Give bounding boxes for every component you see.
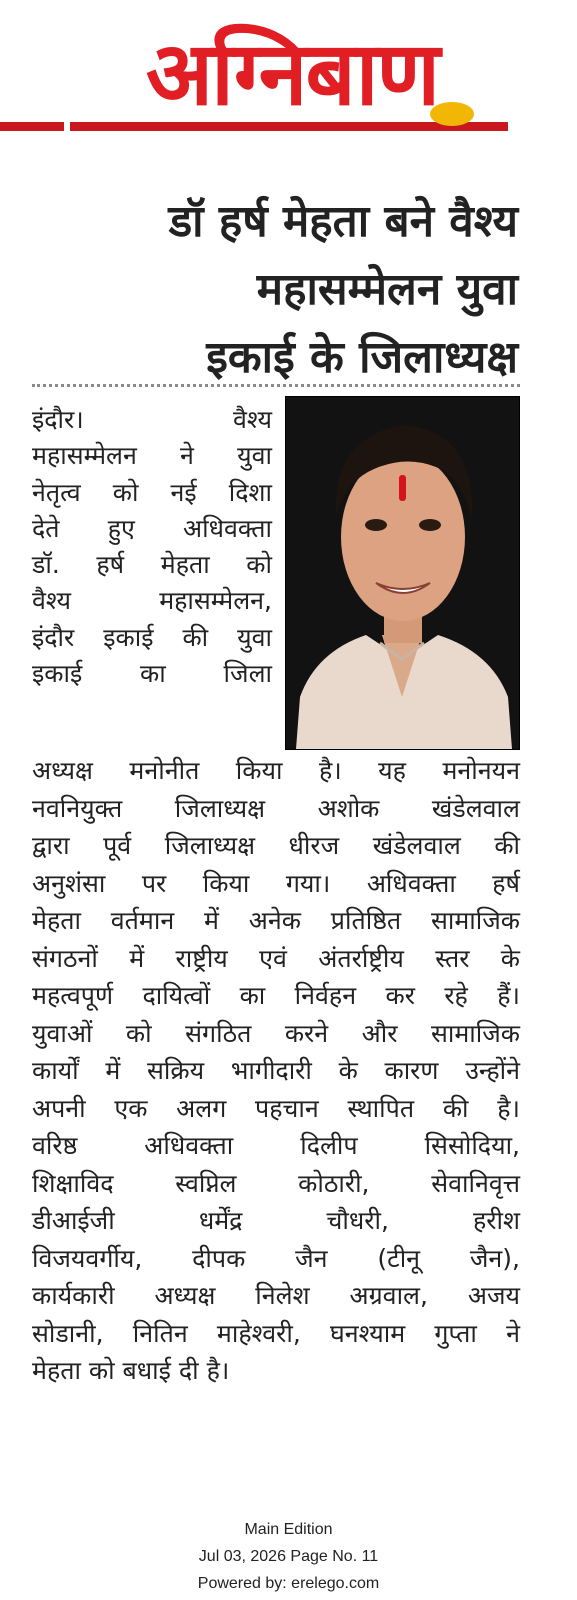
article-line: वरिष्ठ अधिवक्ता दिलीप सिसोदिया,: [32, 1131, 520, 1160]
article-line: डीआईजी धर्मेंद्र चौधरी, हरीश: [32, 1206, 520, 1235]
article-line: इकाई का जिला: [32, 659, 272, 689]
article-line: डॉ. हर्ष मेहता को: [32, 550, 272, 580]
article-body-column: [32, 402, 272, 692]
masthead-rule-left: [0, 122, 64, 131]
newspaper-logo[interactable]: अग्निबाण: [145, 22, 439, 125]
article-body-full: [32, 752, 520, 1390]
article-line: युवाओं को संगठित करने और सामाजिक: [32, 1018, 520, 1048]
article-line: नवनियुक्त जिलाध्यक्ष अशोक खंडेलवाल: [32, 793, 520, 823]
article-line: अध्यक्ष मनोनीत किया है। यह मनोनयन: [32, 756, 520, 785]
date-page-label: Jul 03, 2026 Page No. 11: [198, 1548, 379, 1565]
article-line: नेतृत्व को नई दिशा: [32, 477, 272, 507]
article-line: वैश्य महासम्मेलन,: [32, 586, 272, 616]
headline-line: डॉ हर्ष मेहता बने वैश्य: [168, 196, 518, 247]
portrait-photo: [285, 396, 520, 750]
article-line: द्वारा पूर्व जिलाध्यक्ष धीरज खंडेलवाल की: [32, 831, 520, 860]
headline-line: इकाई के जिलाध्यक्ष: [206, 332, 518, 383]
headline-line: महासम्मेलन युवा: [256, 264, 518, 315]
article-line: विजयवर्गीय, दीपक जैन (टीनू जैन),: [32, 1243, 520, 1273]
article-headline: [30, 188, 518, 392]
article-line: शिक्षाविद स्वप्निल कोठारी, सेवानिवृत्त: [32, 1168, 520, 1198]
powered-by-link[interactable]: Powered by: erelego.com: [197, 1575, 380, 1592]
article-line: सोडानी, नितिन माहेश्वरी, घनश्याम गुप्ता ने: [32, 1318, 520, 1348]
portrait-photo-icon: [286, 397, 519, 749]
article-line: अपनी एक अलग पहचान स्थापित की है।: [32, 1093, 520, 1123]
article-line: देते हुए अधिवक्ता: [32, 513, 272, 543]
masthead: [0, 0, 577, 140]
article-line: कार्यों में सक्रिय भागीदारी के कारण उन्होंने: [32, 1056, 520, 1085]
article-line: मेहता वर्तमान में अनेक प्रतिष्ठित सामाजिक: [32, 906, 520, 935]
article-line: मेहता को बधाई दी है।: [32, 1356, 230, 1385]
article-line: संगठनों में राष्ट्रीय एवं अंतर्राष्ट्रीय स्तर के: [32, 943, 520, 973]
article-line: कार्यकारी अध्यक्ष निलेश अग्रवाल, अजय: [32, 1281, 520, 1310]
article-line: इंदौर। वैश्य: [32, 405, 272, 434]
article-line: इंदौर इकाई की युवा: [32, 622, 272, 652]
article-line: महासम्मेलन ने युवा: [32, 441, 272, 471]
edition-label: Main Edition: [244, 1521, 333, 1538]
article-line: महत्वपूर्ण दायित्वों का निर्वहन कर रहे हैं।: [32, 981, 520, 1010]
headline-divider: [32, 384, 520, 387]
article-line: अनुशंसा पर किया गया। अधिवक्ता हर्ष: [32, 868, 520, 898]
